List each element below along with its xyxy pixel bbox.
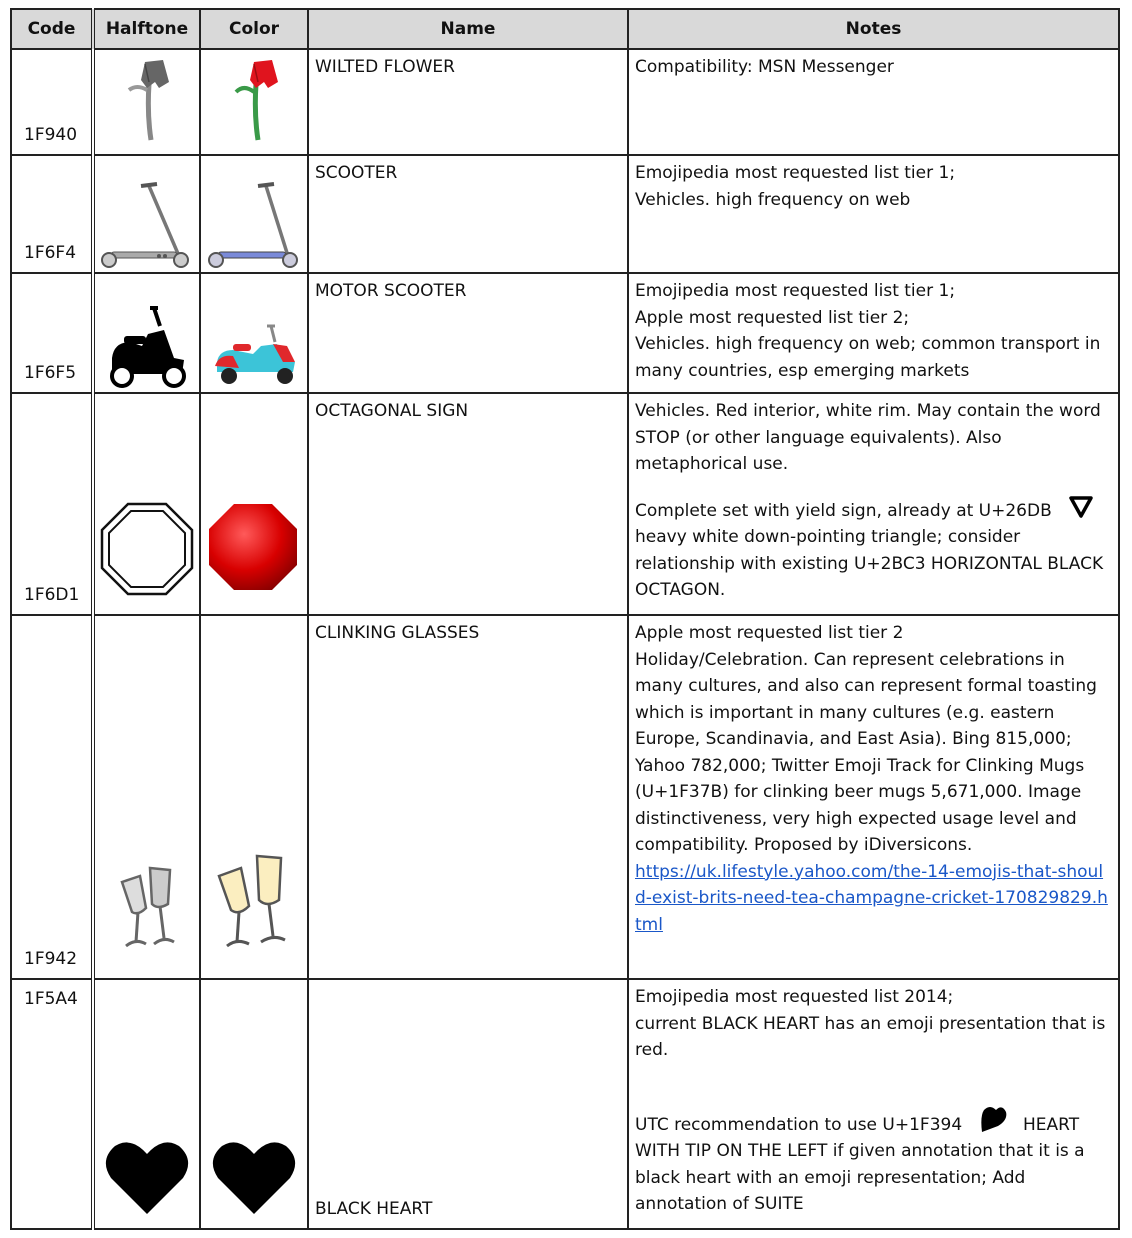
color-cell [200, 49, 308, 155]
code-cell: 1F6F4 [11, 155, 93, 273]
name-cell: WILTED FLOWER [308, 49, 628, 155]
notes-text: heavy white down-pointing triangle; consider relationship with existing U+2BC3 HORIZONTAL BLACK OCTAGON. [635, 527, 1104, 600]
header-halftone: Halftone [93, 9, 200, 49]
code-cell: 1F6F5 [11, 273, 93, 393]
notes-paragraph [635, 1106, 1112, 1218]
motor-scooter-black-icon [102, 296, 192, 392]
notes-link-line [635, 859, 1112, 939]
name-cell: OCTAGONAL SIGN [308, 393, 628, 615]
notes-cell [628, 273, 1119, 393]
header-notes: Notes [628, 9, 1119, 49]
color-cell [200, 979, 308, 1229]
octagon-red-icon [207, 502, 301, 592]
header-color: Color [200, 9, 308, 49]
octagon-outline-icon [100, 502, 194, 596]
champagne-glasses-gray-icon [112, 858, 182, 954]
table-row [11, 155, 1119, 273]
notes-line: Vehicles. high frequency on web [635, 189, 911, 210]
notes-cell [628, 49, 1119, 155]
code-cell: 1F942 [11, 615, 93, 979]
notes-line: Apple most requested list tier 2; [635, 307, 910, 328]
name-cell: SCOOTER [308, 155, 628, 273]
kick-scooter-color-icon [204, 176, 304, 272]
black-heart-icon [105, 1140, 189, 1216]
header-row [11, 9, 1119, 49]
kick-scooter-gray-icon [97, 176, 197, 272]
code-cell: 1F940 [11, 49, 93, 155]
color-cell [200, 615, 308, 979]
table-row [11, 615, 1119, 979]
notes-cell [628, 979, 1119, 1229]
notes-text: Complete set with yield sign, already at U+26DB [635, 500, 1052, 521]
yield-triangle-icon [1069, 496, 1093, 518]
notes-line: Apple most requested list tier 2 [635, 623, 904, 643]
table-row [11, 273, 1119, 393]
notes-text: HEART WITH TIP ON THE LEFT if given annotation that it is a black heart with an emoji representation; Add annotation of SUITE [635, 1114, 1085, 1214]
header-code: Code [11, 9, 93, 49]
source-link[interactable]: https://uk.lifestyle.yahoo.com/the-14-emojis-that-should-exist-brits-need-tea-champagne-cricket-170829829.html [635, 861, 1108, 935]
color-cell [200, 393, 308, 615]
color-cell [200, 273, 308, 393]
notes-line: Emojipedia most requested list tier 1; [635, 281, 956, 301]
notes-line: Vehicles. high frequency on web; common transport in many countries, esp emerging markets [635, 334, 1101, 381]
halftone-cell [93, 273, 200, 393]
notes-line: Emojipedia most requested list tier 1; [635, 163, 956, 183]
black-heart-icon [212, 1140, 296, 1216]
notes-line: Compatibility: MSN Messenger [635, 57, 894, 77]
notes-paragraph: Holiday/Celebration. Can represent celebrations in many cultures, and also can represent formal toasting which is important in many cultures (e.g. eastern Europe, Scandinavia, and East Asia). Bing 815,000; Yahoo 782,000; Twitter Emoji Track for Clinking Mugs (U+1F37B) for clinking beer mugs 5,671,000. Image distinctiveness, very high expected usage level and compatibility. Proposed by iDiversicons. [635, 649, 1097, 855]
table-row [11, 393, 1119, 615]
notes-cell [628, 155, 1119, 273]
color-cell [200, 155, 308, 273]
wilted-flower-red-icon [214, 54, 294, 144]
table-row [11, 979, 1119, 1229]
champagne-glasses-color-icon [209, 842, 299, 954]
emoji-table [10, 8, 1120, 1230]
heart-tip-left-icon [978, 1106, 1008, 1134]
name-cell: BLACK HEART [308, 979, 628, 1229]
header-name: Name [308, 9, 628, 49]
notes-line: current BLACK HEART has an emoji presentation that is red. [635, 1013, 1106, 1060]
notes-cell [628, 393, 1119, 615]
name-cell: MOTOR SCOOTER [308, 273, 628, 393]
emoji-proposal-page [10, 8, 1118, 1230]
halftone-cell [93, 393, 200, 615]
halftone-cell [93, 615, 200, 979]
code-cell: 1F5A4 [11, 979, 93, 1229]
halftone-cell [93, 49, 200, 155]
notes-paragraph: Vehicles. Red interior, white rim. May contain the word STOP (or other language equivalents). Also metaphorical use. [635, 401, 1101, 474]
notes-text: UTC recommendation to use U+1F394 [635, 1114, 963, 1135]
code-cell: 1F6D1 [11, 393, 93, 615]
wilted-flower-gray-icon [107, 54, 187, 144]
motor-scooter-color-icon [209, 296, 299, 392]
table-row [11, 49, 1119, 155]
halftone-cell [93, 979, 200, 1229]
notes-paragraph [635, 496, 1112, 604]
halftone-cell [93, 155, 200, 273]
name-cell: CLINKING GLASSES [308, 615, 628, 979]
notes-line: Emojipedia most requested list 2014; [635, 987, 954, 1007]
notes-cell [628, 615, 1119, 979]
